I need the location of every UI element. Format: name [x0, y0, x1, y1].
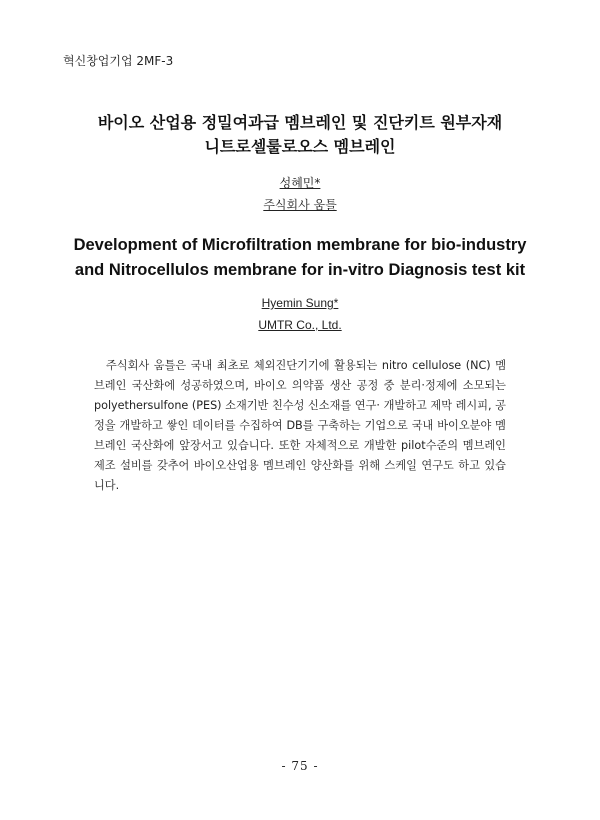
english-affiliation [0, 318, 600, 332]
korean-author [0, 174, 600, 191]
english-title-line-2: and Nitrocellulos membrane for in-vitro Diagnosis test kit [74, 261, 526, 279]
korean-title-line-1: 바이오 산업용 정밀여과급 멤브레인 및 진단키트 원부자재 [97, 113, 503, 132]
english-title-line-1: Development of Microfiltration membrane for bio-industry [73, 236, 527, 254]
english-author [0, 296, 600, 310]
session-code: 혁신창업기업 2MF-3 [63, 54, 174, 68]
korean-affiliation [0, 196, 600, 213]
abstract-paragraph: 주식회사 움틀은 국내 최초로 체외진단기기에 활용되는 nitro cellulose (NC) 멤브레인 국산화에 성공하였으며, 바이오 의약품 생산 공정 중 분리·정제에 소모되는 polyethersulfone (PES) 소재기반 친수성 신소재를 연구· 개발하고 제막 레시피, 공정을 개발하고 쌓인 데이터를 수집하여 DB를 구축하는 기업으로 국내 바이오분야 멤브레인 국산화에 앞장서고 있습니다. 또한 자체적으로 개발한 pilot수준의 멤브레인 제조 설비를 갖추어 바이오산업용 멤브레인 양산화를 위해 스케일 연구도 하고 있습니다. [94, 359, 506, 492]
korean-author-name: 성혜민* [279, 176, 321, 190]
page-number: - 75 - [281, 759, 319, 773]
english-author-name: Hyemin Sung* [261, 296, 339, 310]
korean-affiliation-name: 주식회사 움틀 [263, 198, 337, 212]
korean-title-line-2: 니트로셀룰로오스 멤브레인 [204, 137, 396, 156]
english-affiliation-name: UMTR Co., Ltd. [258, 318, 342, 332]
